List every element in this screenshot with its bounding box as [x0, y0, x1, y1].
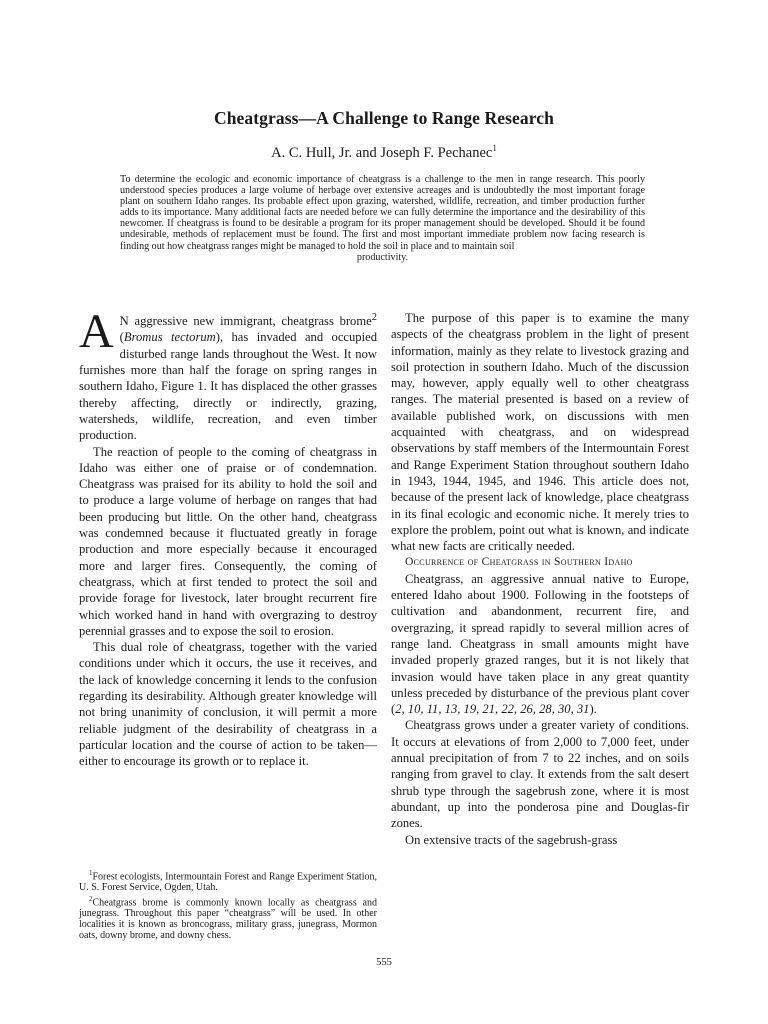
authors-names: A. C. Hull, Jr. and Joseph F. Pechanec: [271, 144, 493, 161]
right-p2-text: Cheatgrass, an aggressive annual native to Europe, entered Idaho about 1900. Following in the footsteps of cultivation and abandonment, recurrent fire, and overgrazing, it spread rapidly to several million acres of range land. Cheatgrass in small amounts might have invaded properly grazed ranges, but it is not likely that invasion would have taken place in any great quantity unless preceded by disturbance of the previous plant cover (: [391, 571, 689, 717]
footnote-2: [79, 894, 377, 942]
authors-footnote-mark: 1: [492, 143, 497, 153]
left-p1-text-b: (: [119, 330, 124, 345]
footnote-1-mark: 1: [89, 869, 93, 877]
left-p1-text-a: N aggressive new immigrant, cheatgrass brome: [119, 314, 372, 329]
right-paragraph-1: The purpose of this paper is to examine the many aspects of the cheatgrass problem in the light of present information, mainly as they relate to livestock grazing and soil protection in southern Idaho. Much of the discussion may, however, apply equally well to other cheatgrass ranges. The material presented is based on a review of available published work, on discussions with men acquainted with cheatgrass, and on widespread observations by staff members of the Intermountain Forest and Range Experiment Station throughout southern Idaho in 1943, 1944, 1945, and 1946. This article does not, because of the present lack of knowledge, place cheatgrass in its final ecologic and economic niche. It merely tries to explore the problem, point out what is known, and indicate what new facts are critically needed.: [391, 311, 689, 554]
left-paragraph-1: [79, 305, 377, 444]
paper-title: Cheatgrass—A Challenge to Range Research: [213, 108, 555, 128]
species-name: Bromus tectorum: [123, 330, 216, 345]
left-column: [79, 305, 377, 770]
right-paragraph-4: On extensive tracts of the sagebrush-grass: [405, 832, 618, 847]
footnote-ref-2: 2: [371, 312, 377, 323]
left-p1-text-c: ), has invaded and occupied disturbed range lands throughout the West. It now furnishes more than half the forage on spring ranges in southern Idaho, Figure 1. It has displaced the other grasses thereby affecting, directly or indirectly, grazing, watersheds, wildlife, recreation, and even timber production.: [79, 330, 377, 443]
authors-line: [0, 143, 768, 162]
footnote-2-text: Cheatgrass brome is commonly known locally as cheatgrass and junegrass. Throughout this paper “cheatgrass” will be used. In other localities it is known as broncograss, military grass, junegrass, Mormon oats, downy brome, and downy chess.: [79, 897, 377, 941]
right-paragraph-2: [391, 571, 689, 718]
section-heading: Occurrence of Cheatgrass in Southern Idaho: [405, 555, 633, 569]
footnote-1-text: Forest ecologists, Intermountain Forest and Range Experiment Station, U. S. Forest Service, Ogden, Utah.: [79, 871, 377, 894]
right-column: [391, 310, 689, 848]
left-paragraph-2: The reaction of people to the coming of cheatgrass in Idaho was either one of praise or of condemnation. Cheatgrass was praised for its ability to hold the soil and to produce a large volume of herbage on ranges that had been producing but little. On the other hand, cheatgrass was condemned because it fluctuated greatly in forage production and more especially because it encouraged more and larger fires. Consequently, the coming of cheatgrass, which at first tended to protect the soil and provide forage for livestock, later brought recurrent fire which worked hand in hand with overgrazing to destroy perennial grasses and to expose the soil to erosion.: [79, 444, 377, 638]
page-number: 555: [376, 957, 392, 968]
footnotes: [79, 868, 377, 941]
drop-cap: A: [79, 305, 114, 358]
abstract-body: To determine the ecologic and economic importance of cheatgrass is a challenge to the men in range research. This poorly understood species produces a large volume of herbage over extensive acreages and is undoubtedly the most important forage plant on southern Idaho ranges. Its probable effect upon grazing, watershed, wildlife, recreation, and timber production further adds to its importance. Many additional facts are needed before we can fully determine the importance and the desirability of this newcomer. If cheatgrass is found to be desirable a program for its proper management should be developed. Should it be found undesirable, methods of replacement must be found. The first and most important immediate problem now facing research is finding out how cheatgrass ranges might be managed to hold the soil in place and to maintain soil: [120, 174, 645, 252]
right-paragraph-3: Cheatgrass grows under a greater variety of conditions. It occurs at elevations of from 2,000 to 7,000 feet, under annual precipitation of from 7 to 22 inches, and on soils ranging from gravel to clay. It extends from the salt desert shrub type through the sagebrush zone, where it is most abundant, up into the ponderosa pine and Douglas-fir zones.: [391, 718, 689, 831]
citation-refs: 2, 10, 11, 13, 19, 21, 22, 26, 28, 30, 31: [395, 702, 590, 717]
footnote-2-mark: 2: [89, 894, 93, 903]
left-paragraph-3: This dual role of cheatgrass, together with the varied conditions under which it occurs, the use it receives, and the lack of knowledge concerning it lends to the confusion regarding its desirability. Although greater knowledge will not bring unanimity of conclusion, it will permit a more reliable judgment of the desirability of cheatgrass in a particular location and the course of action to be taken—either to encourage its growth or to replace it.: [79, 640, 377, 769]
abstract-last-line: productivity.: [356, 251, 409, 263]
footnote-1: [79, 868, 377, 894]
right-p2-end: ).: [589, 702, 597, 717]
abstract: [120, 174, 645, 263]
